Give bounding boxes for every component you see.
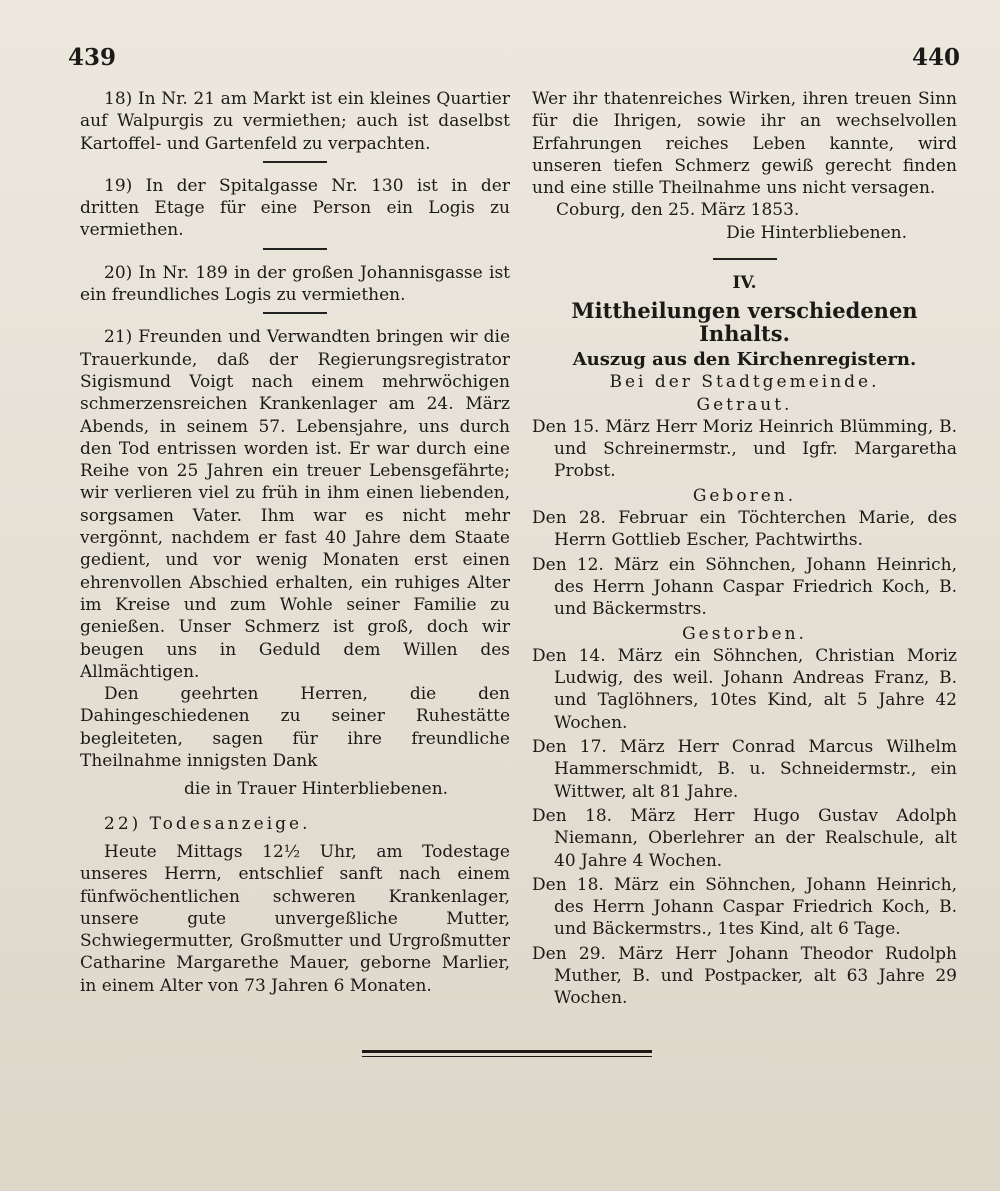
ad-21-thanks: Den geehrten Herren, die den Dahingeschiedenen zu seiner Ruhestätte begleiteten, sagen für ihre freundliche Theilnahme innigsten Dank	[80, 684, 510, 772]
page-number-left: 439	[68, 44, 117, 71]
divider	[713, 258, 777, 260]
obituary-signature: Die Hinterbliebenen.	[726, 222, 907, 243]
ad-21-text: 21) Freunden und Verwandten bringen wir die Trauerkunde, daß der Regierungsregistrator Sigismund Voigt nach einem mehrwöchigen schmerzensreichen Krankenlager am 24. März Abends, in seinem 57. Lebensjahre, uns durch den Tod entrissen worden ist. Er war durch eine Reihe von 25 Jahren ein treuer Lebensgefährte; wir verlieren viel zu früh in ihm einen liebenden, sorgsamen Vater. Ihm war es nicht mehr vergönnt, nachdem er fast 40 Jahre dem Staate gedient, und vor wenig Monaten erst einen ehrenvollen Abschied erhalten, ein ruhiges Alter im Kreise und zum Wohle seiner Familie zu genießen. Unser Schmerz ist groß, doch wir beugen uns in Geduld dem Willen des Allmächtigen.	[80, 327, 510, 682]
register-entry: Den 18. März Herr Hugo Gustav Adolph Niemann, Oberlehrer an der Realschule, alt 40 Jahre 4 Wochen.	[532, 805, 957, 871]
died-heading: Gestorben.	[682, 623, 807, 644]
ad-20: 20) In Nr. 189 in der großen Johannisgasse ist ein freundliches Logis zu vermiethen.	[80, 262, 510, 306]
register-entry: Den 28. Februar ein Töchterchen Marie, des Herrn Gottlieb Escher, Pachtwirths.	[532, 508, 957, 551]
right-column	[532, 88, 957, 1012]
left-column	[80, 88, 510, 997]
register-entry: Den 12. März ein Söhnchen, Johann Heinrich, des Herrn Johann Caspar Friedrich Koch, B. und Bäckermstrs.	[532, 554, 957, 620]
married-heading: Getraut.	[696, 394, 793, 415]
divider	[263, 248, 327, 250]
closing-rule	[362, 1050, 652, 1053]
section-number: IV.	[732, 273, 757, 294]
register-entry: Den 15. März Herr Moriz Heinrich Blümming, B. und Schreinermstr., und Igfr. Margaretha Probst.	[532, 416, 957, 482]
born-heading: Geboren.	[692, 485, 797, 506]
ad-18: 18) In Nr. 21 am Markt ist ein kleines Quartier auf Walpurgis zu vermiethen; auch ist daselbst Kartoffel- und Gartenfeld zu verpachten.	[80, 89, 510, 154]
section-title: Mittheilungen verschiedenen Inhalts.	[571, 298, 918, 346]
section-subtitle: Auszug aus den Kirchenregistern.	[572, 348, 917, 370]
closing-rule-thin	[362, 1056, 652, 1057]
parish-heading: Bei der Stadtgemeinde.	[609, 372, 880, 393]
register-entry: Den 18. März ein Söhnchen, Johann Heinrich, des Herrn Johann Caspar Friedrich Koch, B. und Bäckermstrs., 1tes Kind, alt 6 Tage.	[532, 874, 957, 940]
ad-22-text: Heute Mittags 12½ Uhr, am Todestage unseres Herrn, entschlief sanft nach einem fünfwöchentlichen schweren Krankenlager, unsere gute unvergeßliche Mutter, Schwiegermutter, Großmutter und Urgroßmutter Catharine Margarethe Mauer, geborne Marlier, in einem Alter von 73 Jahren 6 Monaten.	[80, 841, 510, 996]
place-date: Coburg, den 25. März 1853.	[556, 200, 800, 221]
obituary-continuation: Wer ihr thatenreiches Wirken, ihren treuen Sinn für die Ihrigen, sowie ihr an wechselvollen Erfahrungen reiches Leben kannte, wird unseren tiefen Schmerz gewiß gerecht finden und eine stille Theilnahme uns nicht versagen.	[532, 89, 957, 199]
ad-19: 19) In der Spitalgasse Nr. 130 ist in der dritten Etage für eine Person ein Logis zu vermiethen.	[80, 175, 510, 241]
register-entry: Den 29. März Herr Johann Theodor Rudolph Muther, B. und Postpacker, alt 63 Jahre 29 Wochen.	[532, 943, 957, 1009]
divider	[263, 161, 327, 163]
divider	[263, 312, 327, 314]
register-entry: Den 14. März ein Söhnchen, Christian Moriz Ludwig, des weil. Johann Andreas Franz, B. und Taglöhners, 10tes Kind, alt 5 Jahre 42 Wochen.	[532, 645, 957, 733]
ad-21-signature: die in Trauer Hinterbliebenen.	[184, 779, 449, 800]
register-entry: Den 17. März Herr Conrad Marcus Wilhelm Hammerschmidt, B. u. Schneidermstr., ein Wittwer, alt 81 Jahre.	[532, 737, 957, 802]
ad-22-heading: 22) Todesanzeige.	[104, 813, 311, 834]
page-number-right: 440	[911, 44, 960, 71]
